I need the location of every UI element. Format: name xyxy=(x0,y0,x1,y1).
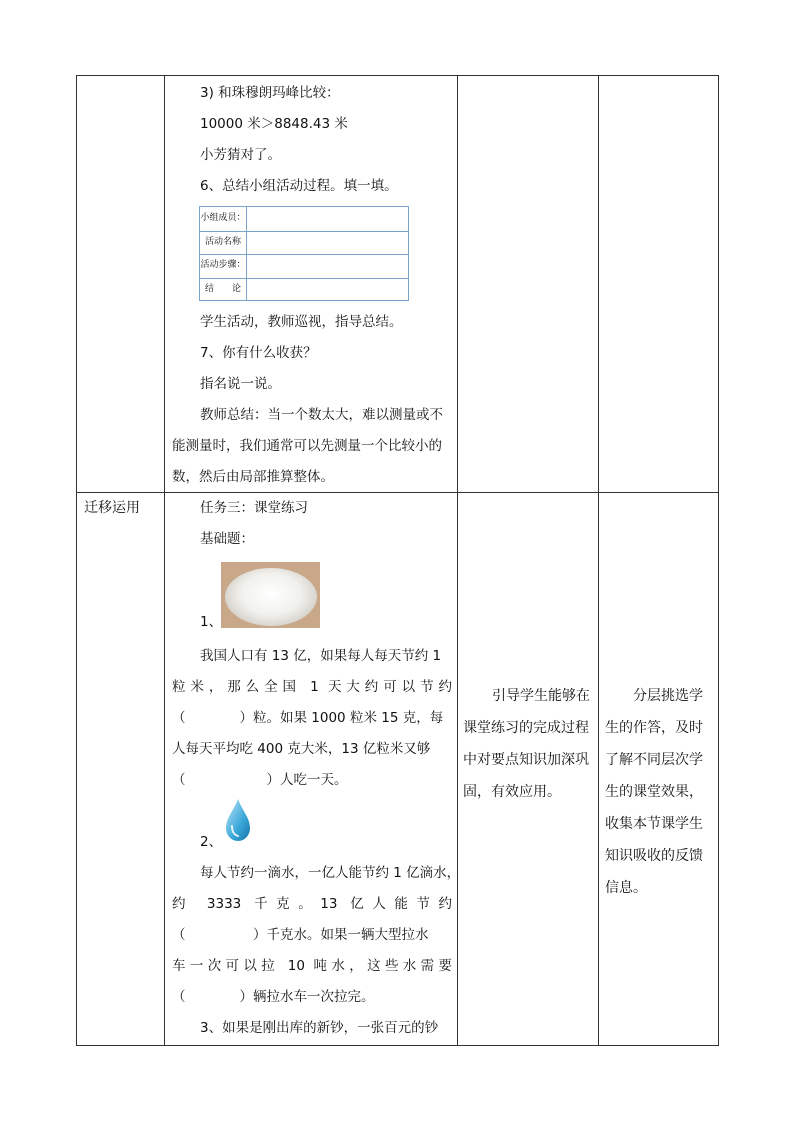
task-title: 任务三：课堂练习 xyxy=(200,500,308,516)
goal-line: 引导学生能够在 xyxy=(492,688,590,704)
feedback-line: 生的课堂效果， xyxy=(605,784,703,800)
mini-table-label: 小组成员： xyxy=(200,213,246,223)
question-line: 我国人口有 13 亿，如果每人每天节约 1 xyxy=(200,648,442,664)
summary-line: 教师总结：当一个数太大，难以测量或不 xyxy=(200,407,443,423)
water-drop-icon xyxy=(224,798,252,842)
question-line: （ ）辆拉水车一次拉完。 xyxy=(172,989,375,1005)
question-line: （ ）粒。如果 1000 粒米 15 克，每 xyxy=(172,710,444,726)
text-line: 3) 和珠穆朗玛峰比较： xyxy=(200,85,340,101)
text-line: 7、你有什么收获？ xyxy=(200,345,317,361)
feedback-line: 生的作答，及时 xyxy=(605,720,703,736)
col-divider-3 xyxy=(598,75,599,1045)
feedback-line: 分层挑选学 xyxy=(633,688,703,704)
question-line: 人每天平均吃 400 克大米，13 亿粒米又够 xyxy=(172,741,431,757)
mini-table-label: 活动步骤： xyxy=(200,260,246,270)
col-divider-1 xyxy=(164,75,165,1045)
feedback-line: 信息。 xyxy=(605,880,647,896)
question-line: （ ）千克水。如果一辆大型拉水 xyxy=(172,927,429,943)
goal-line: 中对要点知识加深巩 xyxy=(463,752,589,768)
question-line: （ ）人吃一天。 xyxy=(172,772,348,788)
mini-table-label: 活动名称 xyxy=(204,236,241,247)
question-number: 1、 xyxy=(200,614,223,630)
rice-bowl-image xyxy=(221,562,320,628)
row-divider xyxy=(76,492,718,493)
basic-title: 基础题： xyxy=(200,531,254,547)
feedback-line: 收集本节课学生 xyxy=(605,816,703,832)
question-line: 每人节约一滴水，一亿人能节约 1 亿滴水， xyxy=(200,865,461,881)
question-line: 粒米，那么全国 1 天大约可以节约 xyxy=(172,679,452,695)
text-line: 指名说一说。 xyxy=(200,376,281,392)
feedback-line: 了解不同层次学 xyxy=(605,752,703,768)
section-label: 迁移运用 xyxy=(84,500,140,516)
col-divider-2 xyxy=(457,75,458,1045)
text-line: 学生活动，教师巡视，指导总结。 xyxy=(200,314,403,330)
question-line: 约 3333 千克。13 亿人能节约 xyxy=(172,896,452,912)
goal-line: 固，有效应用。 xyxy=(463,784,561,800)
question-number: 2、 xyxy=(200,834,223,850)
feedback-line: 知识吸收的反馈 xyxy=(605,848,703,864)
question-line: 3、如果是刚出库的新钞，一张百元的钞 xyxy=(200,1020,439,1036)
text-line: 10000 米＞8848.43 米 xyxy=(200,116,348,132)
mini-table-label: 结 论 xyxy=(204,283,241,294)
summary-line: 能测量时，我们通常可以先测量一个比较小的 xyxy=(172,438,442,454)
goal-line: 课堂练习的完成过程 xyxy=(463,720,589,736)
text-line: 小芳猜对了。 xyxy=(200,147,281,163)
group-activity-table xyxy=(199,206,409,301)
text-line: 6、总结小组活动过程。填一填。 xyxy=(200,178,398,194)
question-line: 车一次可以拉 10 吨水，这些水需要 xyxy=(172,958,452,974)
summary-line: 数，然后由局部推算整体。 xyxy=(172,469,334,485)
